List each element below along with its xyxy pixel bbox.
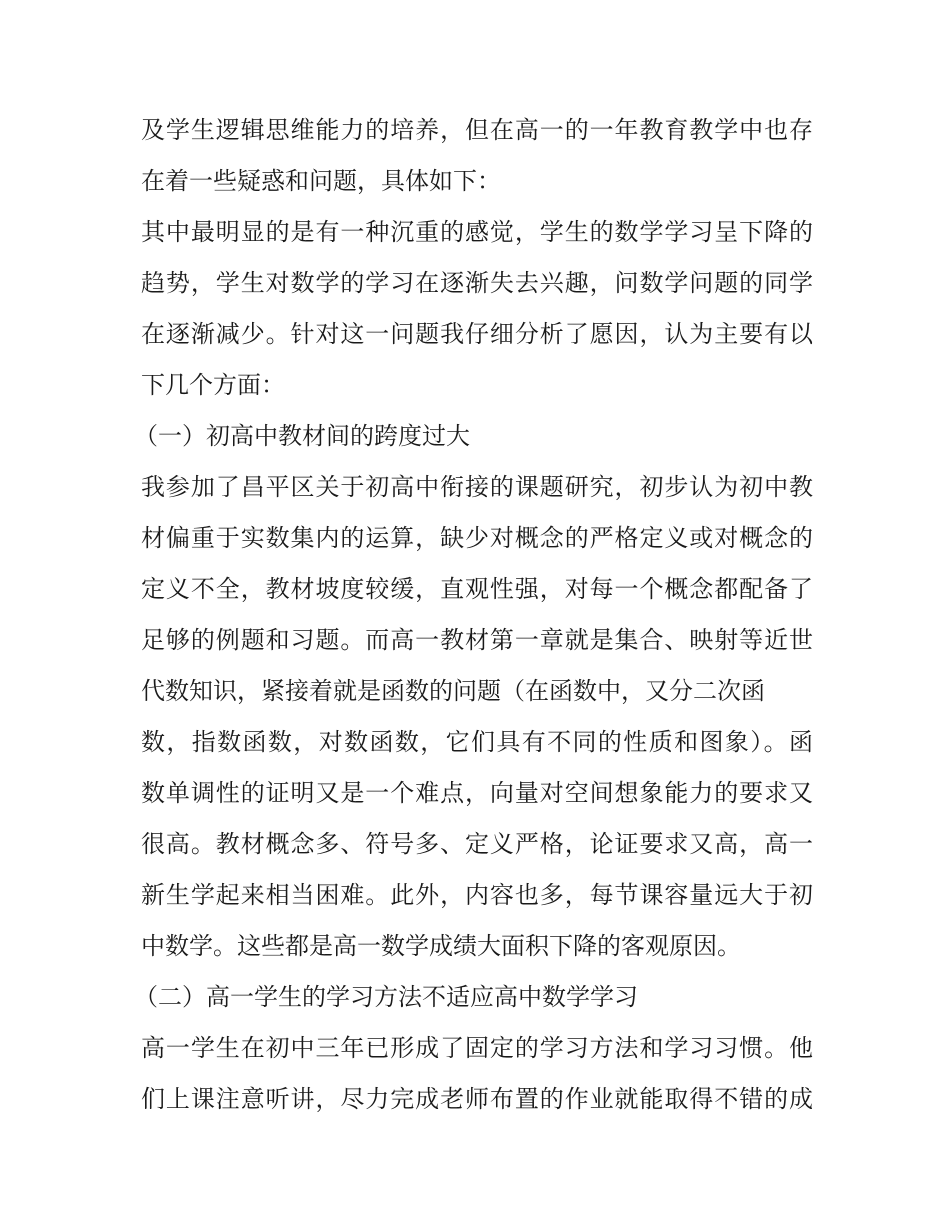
text-line: 高一学生在初中三年已形成了固定的学习方法和学习习惯。他 (141, 1034, 813, 1062)
text-line: 数，指数函数，对数函数，它们具有不同的性质和图象）。函 (141, 728, 813, 756)
section-heading: （二）高一学生的学习方法不适应高中数学学习 (134, 983, 638, 1011)
text-line: 其中最明显的是有一种沉重的感觉，学生的数学学习呈下降的 (141, 218, 813, 246)
text-line: 中数学。这些都是高一数学成绩大面积下降的客观原因。 (141, 932, 741, 960)
text-line: 及学生逻辑思维能力的培养，但在高一的一年教育教学中也存 (141, 116, 813, 144)
text-line: 在着一些疑惑和问题，具体如下： (141, 167, 501, 195)
text-line: 很高。教材概念多、符号多、定义严格，论证要求又高，高一 (141, 830, 813, 858)
text-line: 代数知识，紧接着就是函数的问题（在函数中，又分二次函 (141, 677, 765, 705)
text-line: 新生学起来相当困难。此外，内容也多，每节课容量远大于初 (141, 881, 813, 909)
text-line: 材偏重于实数集内的运算，缺少对概念的严格定义或对概念的 (141, 524, 813, 552)
text-line: 在逐渐减少。针对这一问题我仔细分析了愿因，认为主要有以 (141, 320, 813, 348)
text-line: 数单调性的证明又是一个难点，向量对空间想象能力的要求又 (141, 779, 813, 807)
document-body (134, 105, 813, 1125)
text-line: 趋势，学生对数学的学习在逐渐失去兴趣，问数学问题的同学 (141, 269, 813, 297)
section-heading: （一）初高中教材间的跨度过大 (134, 422, 470, 450)
text-line: 足够的例题和习题。而高一教材第一章就是集合、映射等近世 (141, 626, 813, 654)
text-line: 们上课注意听讲，尽力完成老师布置的作业就能取得不错的成 (141, 1085, 813, 1113)
text-line: 定义不全，教材坡度较缓，直观性强，对每一个概念都配备了 (141, 575, 813, 603)
text-line: 我参加了昌平区关于初高中衔接的课题研究，初步认为初中教 (141, 473, 813, 501)
text-line: 下几个方面： (141, 371, 285, 399)
